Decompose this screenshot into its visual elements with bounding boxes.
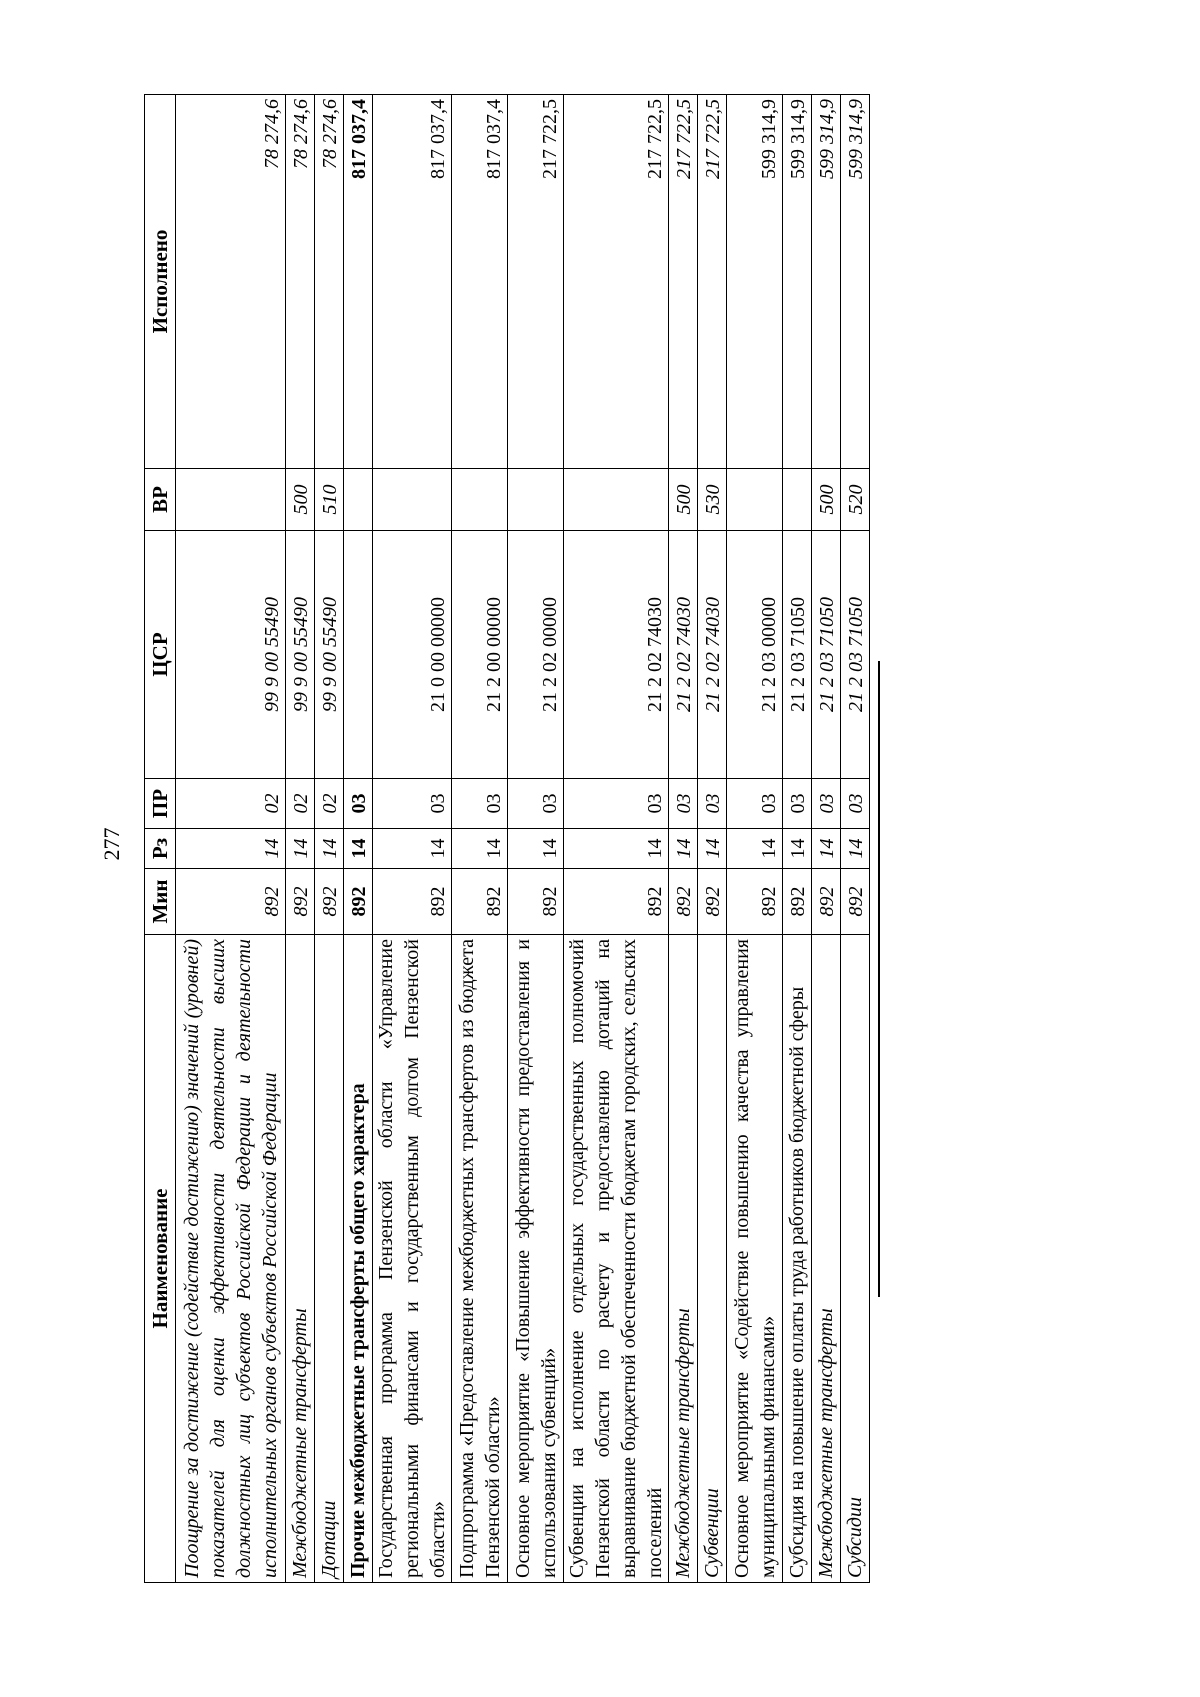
row-vr: 500 (286, 469, 315, 531)
expenditure-table-container (144, 95, 867, 1583)
row-rz: 14 (564, 829, 669, 869)
header-vr: ВР (145, 469, 176, 531)
row-pr: 02 (315, 779, 344, 829)
row-min: 892 (315, 869, 344, 935)
row-csr: 21 2 02 74030 (698, 531, 727, 779)
row-min: 892 (286, 869, 315, 935)
row-min: 892 (344, 869, 373, 935)
row-csr: 99 9 00 55490 (176, 531, 286, 779)
page-number: 277 (99, 827, 124, 861)
header-rz: Рз (145, 829, 176, 869)
row-pr: 03 (508, 779, 564, 829)
row-min: 892 (783, 869, 812, 935)
row-rz: 14 (344, 829, 373, 869)
row-pr: 03 (727, 779, 783, 829)
row-min: 892 (698, 869, 727, 935)
table-row (373, 95, 452, 1583)
row-vr (176, 469, 286, 531)
row-vr (452, 469, 508, 531)
row-pr: 03 (452, 779, 508, 829)
row-min: 892 (176, 869, 286, 935)
row-rz: 14 (669, 829, 698, 869)
row-executed: 599 314,9 (812, 95, 841, 469)
header-pr: ПР (145, 779, 176, 829)
table-row (508, 95, 564, 1583)
row-name: Прочие межбюджетные трансферты общего характера (344, 935, 373, 1583)
row-name: Субсидии (841, 935, 870, 1583)
row-pr: 03 (669, 779, 698, 829)
row-min: 892 (727, 869, 783, 935)
row-rz: 14 (812, 829, 841, 869)
row-csr: 21 2 03 00000 (727, 531, 783, 779)
row-vr: 510 (315, 469, 344, 531)
row-csr: 21 2 00 00000 (452, 531, 508, 779)
row-min: 892 (669, 869, 698, 935)
row-csr: 99 9 00 55490 (315, 531, 344, 779)
row-executed: 217 722,5 (508, 95, 564, 469)
row-vr: 520 (841, 469, 870, 531)
row-csr: 21 2 03 71050 (783, 531, 812, 779)
row-rz: 14 (508, 829, 564, 869)
row-pr: 03 (841, 779, 870, 829)
row-vr: 500 (812, 469, 841, 531)
row-vr (373, 469, 452, 531)
row-executed: 817 037,4 (373, 95, 452, 469)
table-row (176, 95, 286, 1583)
row-csr: 21 2 03 71050 (841, 531, 870, 779)
row-executed: 599 314,9 (783, 95, 812, 469)
row-executed: 817 037,4 (452, 95, 508, 469)
row-executed: 217 722,5 (564, 95, 669, 469)
row-name: Субвенции (698, 935, 727, 1583)
row-executed: 599 314,9 (727, 95, 783, 469)
row-pr: 03 (783, 779, 812, 829)
table-row (783, 95, 812, 1583)
row-executed: 817 037,4 (344, 95, 373, 469)
row-name: Межбюджетные трансферты (812, 935, 841, 1583)
row-rz: 14 (783, 829, 812, 869)
row-rz: 14 (698, 829, 727, 869)
row-csr: 21 2 03 71050 (812, 531, 841, 779)
row-vr (727, 469, 783, 531)
table-row (452, 95, 508, 1583)
row-rz: 14 (315, 829, 344, 869)
row-vr (508, 469, 564, 531)
expenditure-table (144, 94, 870, 1583)
row-vr: 530 (698, 469, 727, 531)
row-rz: 14 (841, 829, 870, 869)
table-row (344, 95, 373, 1583)
row-name: Субсидия на повышение оплаты труда работников бюджетной сферы (783, 935, 812, 1583)
header-executed: Исполнено (145, 95, 176, 469)
row-pr: 03 (344, 779, 373, 829)
row-name: Субвенции на исполнение отдельных государственных полномочий Пензенской области по расчету и предоставлению дотаций на выравнивание бюджетной обеспеченности бюджетам городских, сельских поселений (564, 935, 669, 1583)
row-rz: 14 (452, 829, 508, 869)
row-pr: 03 (564, 779, 669, 829)
header-csr: ЦСР (145, 531, 176, 779)
row-executed: 78 274,6 (176, 95, 286, 469)
row-min: 892 (452, 869, 508, 935)
row-name: Государственная программа Пензенской области «Управление региональными финансами и государственным долгом Пензенской области» (373, 935, 452, 1583)
row-csr: 21 2 02 74030 (669, 531, 698, 779)
row-rz: 14 (373, 829, 452, 869)
row-name: Межбюджетные трансферты (286, 935, 315, 1583)
row-min: 892 (564, 869, 669, 935)
row-pr: 02 (286, 779, 315, 829)
row-min: 892 (812, 869, 841, 935)
table-row (564, 95, 669, 1583)
row-name: Поощрение за достижение (содействие достижению) значений (уровней) показателей для оценки эффективности деятельности высших должностных лиц субъектов Российской Федерации и деятельности исполнительных органов субъектов Российской Федерации (176, 935, 286, 1583)
row-pr: 03 (373, 779, 452, 829)
row-csr: 21 2 02 74030 (564, 531, 669, 779)
row-csr (344, 531, 373, 779)
row-csr: 99 9 00 55490 (286, 531, 315, 779)
row-executed: 599 314,9 (841, 95, 870, 469)
row-vr: 500 (669, 469, 698, 531)
row-name: Межбюджетные трансферты (669, 935, 698, 1583)
header-min: Мин (145, 869, 176, 935)
row-min: 892 (373, 869, 452, 935)
row-executed: 217 722,5 (669, 95, 698, 469)
row-executed: 78 274,6 (315, 95, 344, 469)
row-rz: 14 (176, 829, 286, 869)
row-name: Дотации (315, 935, 344, 1583)
row-rz: 14 (727, 829, 783, 869)
table-row (669, 95, 698, 1583)
header-name: Наименование (145, 935, 176, 1583)
row-name: Основное мероприятие «Содействие повышению качества управления муниципальными финансами» (727, 935, 783, 1583)
table-header-row (145, 95, 176, 1583)
row-min: 892 (508, 869, 564, 935)
row-executed: 217 722,5 (698, 95, 727, 469)
row-pr: 02 (176, 779, 286, 829)
table-row (812, 95, 841, 1583)
table-row (727, 95, 783, 1583)
row-name: Основное мероприятие «Повышение эффективности предоставления и использования субвенций» (508, 935, 564, 1583)
row-min: 892 (841, 869, 870, 935)
row-csr: 21 0 00 00000 (373, 531, 452, 779)
row-vr (783, 469, 812, 531)
table-row (286, 95, 315, 1583)
row-executed: 78 274,6 (286, 95, 315, 469)
table-row (841, 95, 870, 1583)
row-name: Подпрограмма «Предоставление межбюджетных трансфертов из бюджета Пензенской области» (452, 935, 508, 1583)
end-of-table-rule (878, 661, 880, 1297)
row-pr: 03 (698, 779, 727, 829)
row-rz: 14 (286, 829, 315, 869)
table-row (315, 95, 344, 1583)
table-row (698, 95, 727, 1583)
row-vr (344, 469, 373, 531)
row-pr: 03 (812, 779, 841, 829)
row-vr (564, 469, 669, 531)
row-csr: 21 2 02 00000 (508, 531, 564, 779)
